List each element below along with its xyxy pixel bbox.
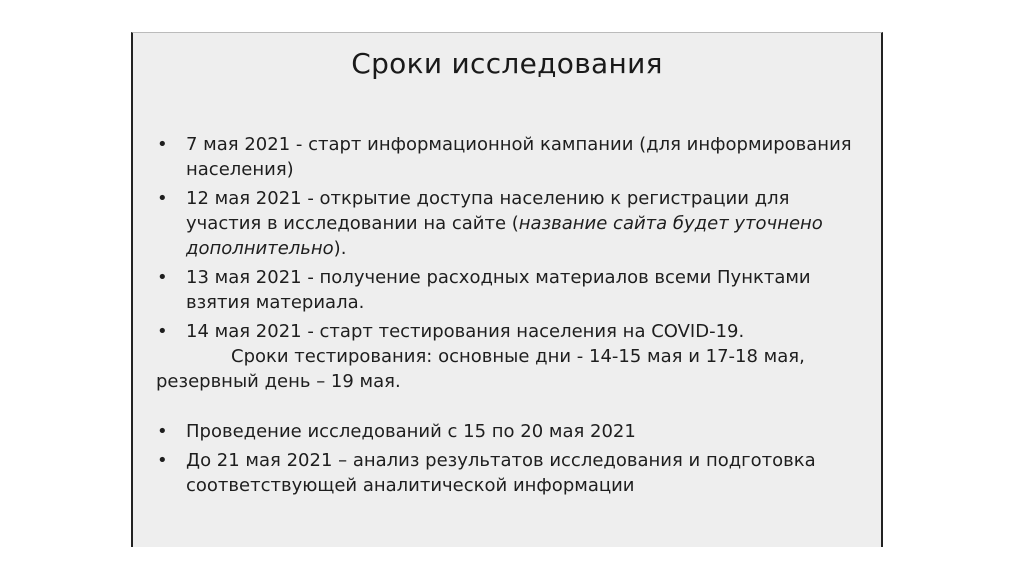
list-item-text	[186, 188, 823, 259]
slide-title: Сроки исследования	[351, 47, 663, 80]
list-item-text: 14 мая 2021 - старт тестирования населения на COVID-19.	[186, 321, 745, 342]
list-item-text: 13 мая 2021 - получение расходных материалов всеми Пунктами взятия материала.	[186, 267, 811, 313]
list-item-text-start: 12 мая 2021 - открытие доступа населению к регистрации для участия в исследовании на сайте (	[186, 188, 790, 234]
list-item	[153, 186, 863, 261]
bullet-icon: •	[157, 188, 168, 209]
list-item-text: Проведение исследований с 15 по 20 мая 2021	[186, 421, 636, 442]
list-item	[153, 419, 863, 444]
list-item-text-end: ).	[333, 238, 347, 259]
list-item-text-italic: название сайта будет уточнено дополнительно	[186, 213, 823, 259]
list-item	[153, 319, 863, 344]
bullet-list	[153, 132, 863, 498]
slide	[131, 32, 883, 547]
list-item-text: 7 мая 2021 - старт информационной кампании (для информирования населения)	[186, 134, 852, 180]
list-item-text: До 21 мая 2021 – анализ результатов исследования и подготовка соответствующей аналитической информации	[186, 450, 816, 496]
bullet-icon: •	[157, 134, 168, 155]
list-item	[153, 448, 863, 498]
bullet-icon: •	[157, 450, 168, 471]
testing-dates-note: Сроки тестирования: основные дни - 14-15 мая и 17-18 мая, резервный день – 19 мая.	[156, 346, 805, 392]
bullet-icon: •	[157, 321, 168, 342]
list-item	[153, 265, 863, 315]
bullet-icon: •	[157, 267, 168, 288]
list-item	[153, 132, 863, 182]
bullet-icon: •	[157, 421, 168, 442]
